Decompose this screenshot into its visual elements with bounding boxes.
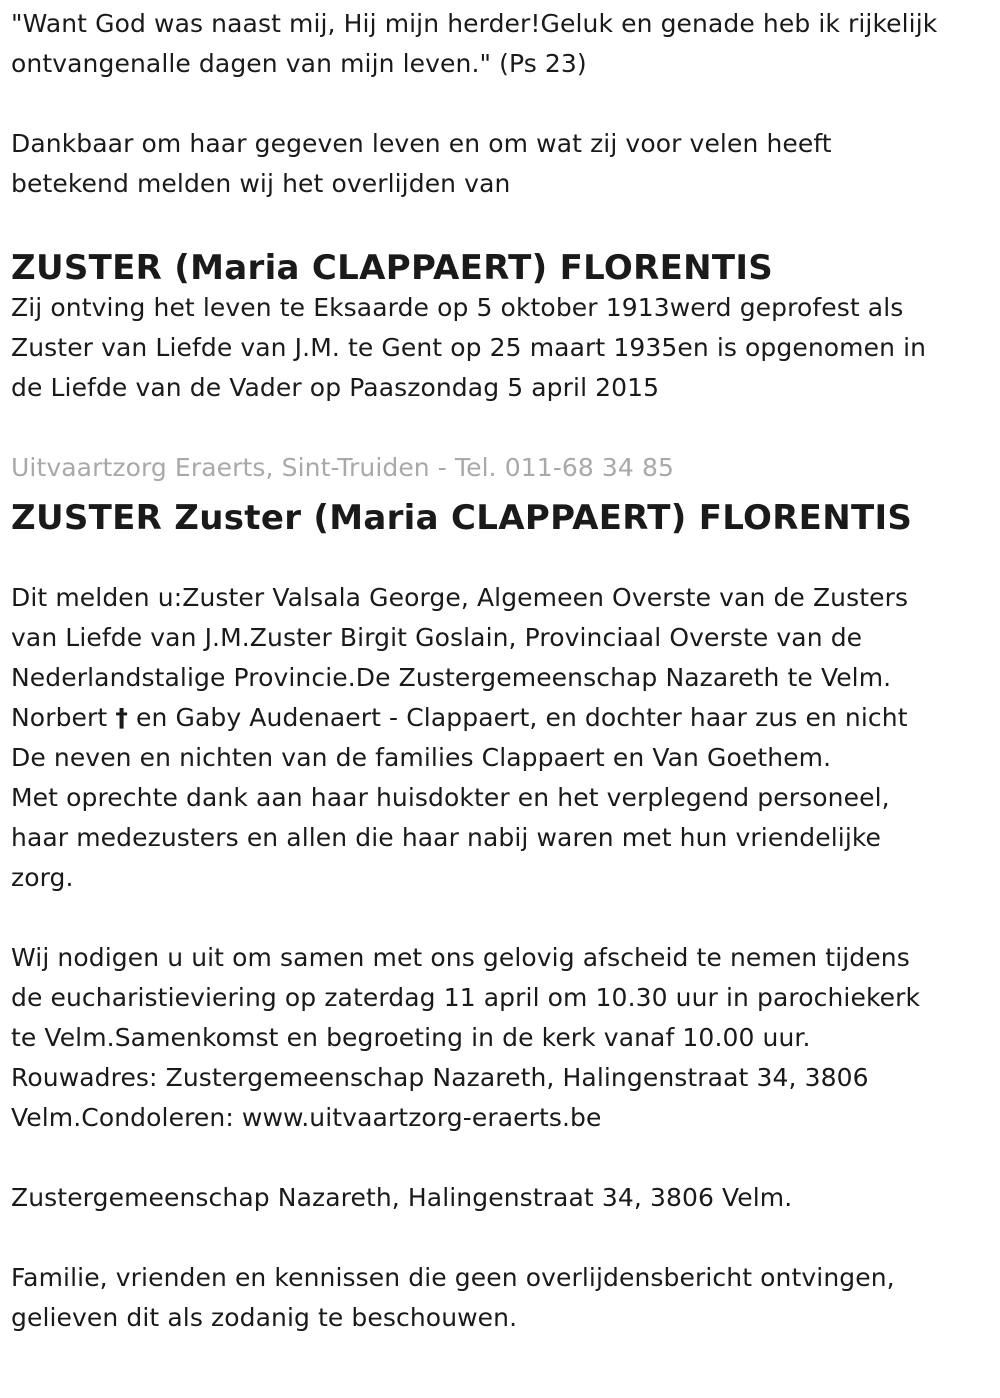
announce-line: Nederlandstalige Provincie.De Zustergemeenschap Nazareth te Velm. [11,663,892,692]
life-line: de Liefde van de Vader op Paaszondag 5 april 2015 [11,373,660,402]
deceased-name-heading: ZUSTER (Maria CLAPPAERT) FLORENTIS [11,248,774,288]
life-line: Zij ontving het leven te Eksaarde op 5 oktober 1913werd geprofest als [11,293,904,322]
announce-line: Met oprechte dank aan haar huisdokter en het verplegend personeel, [11,783,890,812]
invitation-text [11,938,989,1138]
norbert-name: Norbert [11,703,108,732]
announce-line: De neven en nichten van de families Clappaert en Van Goethem. [11,743,832,772]
invite-line: Rouwadres: Zustergemeenschap Nazareth, Halingenstraat 34, 3806 [11,1063,869,1092]
intro-line: betekend melden wij het overlijden van [11,169,511,198]
announce-line: zorg. [11,863,74,892]
announce-line: haar medezusters en allen die haar nabij waren met hun vriendelijke [11,823,882,852]
spacer [11,204,989,244]
invite-line: te Velm.Samenkomst en begroeting in de kerk vanaf 10.00 uur. [11,1023,811,1052]
intro-line: Dankbaar om haar gegeven leven en om wat zij voor velen heeft [11,129,832,158]
funeral-home-contact: Uitvaartzorg Eraerts, Sint-Truiden - Tel. 011-68 34 85 [11,453,674,482]
spacer [11,538,989,578]
invite-line: Velm.Condoleren: www.uitvaartzorg-eraerts.be [11,1103,602,1132]
life-details [11,288,989,408]
spacer [11,1138,989,1178]
announce-line-norbert [11,698,989,738]
invite-line: de eucharistieviering op zaterdag 11 april om 10.30 uur in parochiekerk [11,983,921,1012]
quote-line: "Want God was naast mij, Hij mijn herder!Geluk en genade heb ik rijkelijk [11,9,938,38]
announce-line: Dit melden u:Zuster Valsala George, Algemeen Overste van de Zusters [11,583,909,612]
invite-line: Wij nodigen u uit om samen met ons gelovig afscheid te nemen tijdens [11,943,910,972]
closing-text [11,1258,989,1338]
quote-line: ontvangenalle dagen van mijn leven." (Ps 23) [11,49,587,78]
closing-line: Familie, vrienden en kennissen die geen overlijdensbericht ontvingen, [11,1263,895,1292]
mourning-address: Zustergemeenschap Nazareth, Halingenstraat 34, 3806 Velm. [11,1183,793,1212]
psalm-quote [11,4,989,84]
spacer [11,408,989,448]
deceased-name-heading-2: ZUSTER Zuster (Maria CLAPPAERT) FLORENTIS [11,498,913,538]
closing-line: gelieven dit als zodanig te beschouwen. [11,1303,518,1332]
cross-icon: † [115,703,128,732]
norbert-rest: en Gaby Audenaert - Clappaert, en dochter haar zus en nicht [127,703,908,732]
announcement-text [11,578,989,898]
announce-line: van Liefde van J.M.Zuster Birgit Goslain, Provinciaal Overste van de [11,623,863,652]
spacer [11,84,989,124]
spacer [11,898,989,938]
intro-text [11,124,989,204]
life-line: Zuster van Liefde van J.M. te Gent op 25 maart 1935en is opgenomen in [11,333,927,362]
spacer [11,1218,989,1258]
